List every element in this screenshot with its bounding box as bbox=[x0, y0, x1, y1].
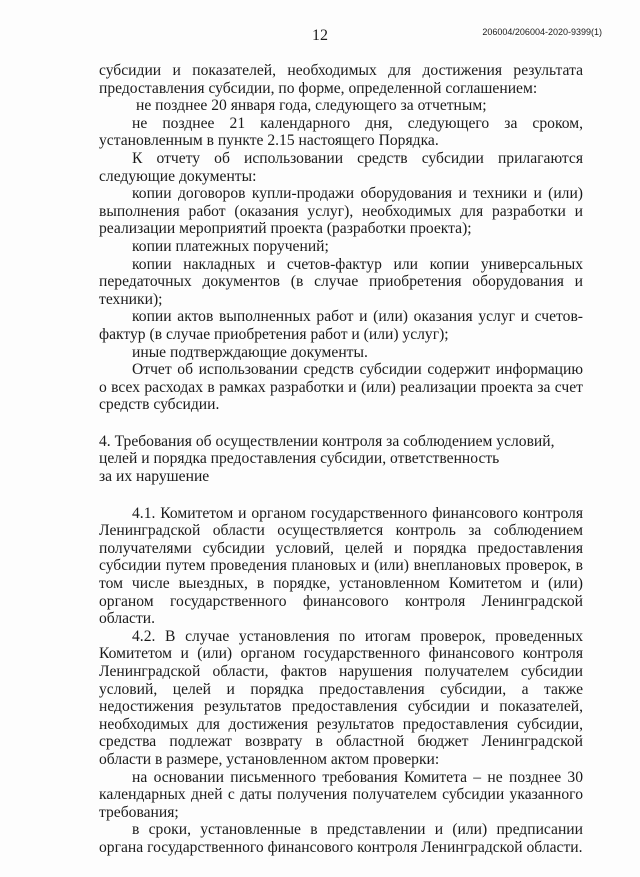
paragraph: не позднее 21 календарного дня, следующего за сроком, установленным в пункте 2.15 настоящего Порядка. bbox=[99, 114, 583, 150]
page-number: 12 bbox=[312, 27, 328, 44]
document-id: 206004/206004-2020-9399(1) bbox=[482, 27, 602, 37]
paragraph: копии платежных поручений; bbox=[132, 237, 329, 255]
paragraph: 4.2. В случае установления по итогам проверок, проведенных Комитетом и (или) органом государственного финансового контроля Ленинградской области, фактов нарушения получателем субсидии условий, целей и порядка предоставления субсидии, а также недостижения результатов предоставления субсидии и показателей, необходимых для достижения результатов предоставления субсидии, средства подлежат возврату в областной бюджет Ленинградской области в размере, установленном актом проверки: bbox=[99, 627, 583, 768]
paragraph: в сроки, установленные в представлении и (или) предписании органа государственного финансового контроля Ленинградской области. bbox=[99, 821, 583, 856]
paragraph: не позднее 20 января года, следующего за отчетным; bbox=[136, 97, 487, 115]
document-body bbox=[99, 62, 583, 857]
paragraph: Отчет об использовании средств субсидии содержит информацию о всех расходах в рамках разработки и (или) реализации проекта за счет средств субсидии. bbox=[99, 361, 583, 414]
paragraph: К отчету об использовании средств субсидии прилагаются следующие документы: bbox=[99, 149, 583, 185]
section-heading bbox=[99, 433, 583, 486]
section-heading-line: 4. Требования об осуществлении контроля за соблюдением условий, bbox=[99, 432, 555, 450]
section-heading-line: целей и порядка предоставления субсидии, ответственность bbox=[99, 450, 500, 468]
paragraph: копии договоров купли-продажи оборудования и техники и (или) выполнения работ (оказания услуг), необходимых для разработки и реализации мероприятий проекта (разработки проекта); bbox=[99, 185, 583, 238]
section-heading-line: за их нарушение bbox=[99, 468, 210, 486]
paragraph: иные подтверждающие документы. bbox=[132, 343, 368, 361]
paragraph: субсидии и показателей, необходимых для достижения результата предоставления субсидии, по форме, определенной соглашением: bbox=[99, 62, 583, 97]
paragraph: 4.1. Комитетом и органом государственного финансового контроля Ленинградской области осуществляется контроль за соблюдением получателями субсидии условий, целей и порядка предоставления субсидии путем проведения плановых и (или) внеплановых проверок, в том числе выездных, в порядке, установленном Комитетом и (или) органом государственного финансового контроля Ленинградской области. bbox=[99, 504, 583, 628]
paragraph: копии накладных и счетов-фактур или копии универсальных передаточных документов (в случае приобретения оборудования и техники); bbox=[99, 255, 583, 308]
paragraph: копии актов выполненных работ и (или) оказания услуг и счетов-фактур (в случае приобретения работ и (или) услуг); bbox=[99, 308, 583, 343]
paragraph: на основании письменного требования Комитета – не позднее 30 календарных дней с даты получения получателем субсидии указанного требования; bbox=[99, 768, 583, 821]
